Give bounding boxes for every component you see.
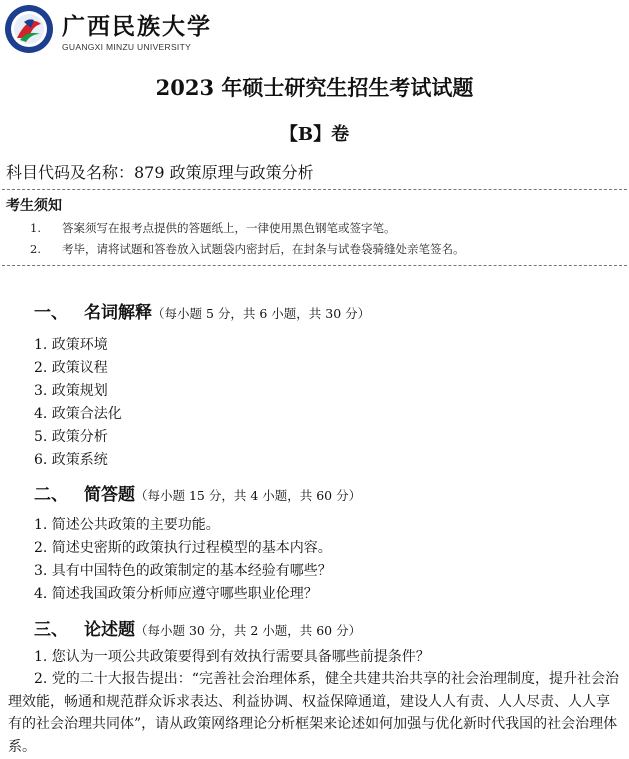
divider-top <box>2 189 627 190</box>
question-item: 2. 简述史密斯的政策执行过程模型的基本内容。 <box>34 540 332 556</box>
section-name: 简答题 <box>84 485 135 505</box>
section-score-note: （每小题 15 分，共 4 小题，共 60 分） <box>135 488 362 503</box>
subject-code-name: 科目代码及名称：879 政策原理与政策分析 <box>6 163 314 182</box>
question-item: 4. 简述我国政策分析师应遵守哪些职业伦理？ <box>34 586 318 602</box>
notice-item <box>30 220 396 236</box>
question-item: 6. 政策系统 <box>34 452 108 468</box>
question-item: 3. 具有中国特色的政策制定的基本经验有哪些？ <box>34 563 332 579</box>
question-item: 1. 政策环境 <box>34 337 108 353</box>
question-item: 1. 简述公共政策的主要功能。 <box>34 517 220 533</box>
section-score-note: （每小题 5 分，共 6 小题，共 30 分） <box>152 306 371 321</box>
question-item: 2. 政策议程 <box>34 360 108 376</box>
question-item: 5. 政策分析 <box>34 429 108 445</box>
section-number: 二、 <box>34 485 68 505</box>
notice-item <box>30 241 465 257</box>
divider-bottom <box>2 265 627 266</box>
notice-item-text: 答案须写在报考点提供的答题纸上，一律使用黑色钢笔或签字笔。 <box>62 221 396 235</box>
question-item: 3. 政策规划 <box>34 383 108 399</box>
university-header <box>4 4 244 56</box>
section-heading <box>34 298 370 323</box>
university-name-cn: 广西民族大学 <box>62 13 212 40</box>
section-number: 一、 <box>34 303 68 323</box>
section-score-note: （每小题 30 分，共 2 小题，共 60 分） <box>135 623 362 638</box>
section-name: 论述题 <box>84 620 135 640</box>
section-name: 名词解释 <box>84 303 152 323</box>
section-number: 三、 <box>34 620 68 640</box>
notice-item-number: 1. <box>30 221 41 235</box>
university-seal-icon <box>4 4 54 54</box>
notice-item-text: 考毕，请将试题和答卷放入试题袋内密封后，在封条与试卷袋骑缝处亲笔签名。 <box>62 242 465 256</box>
exam-title: 2023 年硕士研究生招生考试试题 <box>155 75 474 100</box>
essay-question: 1. 您认为一项公共政策要得到有效执行需要具备哪些前提条件？ <box>34 649 430 665</box>
essay-question: 2. 党的二十大报告提出：“完善社会治理体系，健全共建共治共享的社会治理制度，提升社会治理效能，畅通和规范群众诉求表达、利益协调、权益保障通道，建设人人有责、人人尽责、人人享有的社会治理共同体”，请从政策网络理论分析框架来论述如何加强与优化新时代我国的社会治理体系。 <box>8 671 619 755</box>
notice-title: 考生须知 <box>6 198 62 214</box>
section-heading <box>34 615 361 640</box>
paper-type: 【B】卷 <box>279 124 350 145</box>
university-name-en: GUANGXI MINZU UNIVERSITY <box>62 42 192 52</box>
question-item: 4. 政策合法化 <box>34 406 122 422</box>
section-heading <box>34 480 361 505</box>
notice-item-number: 2. <box>30 242 41 256</box>
